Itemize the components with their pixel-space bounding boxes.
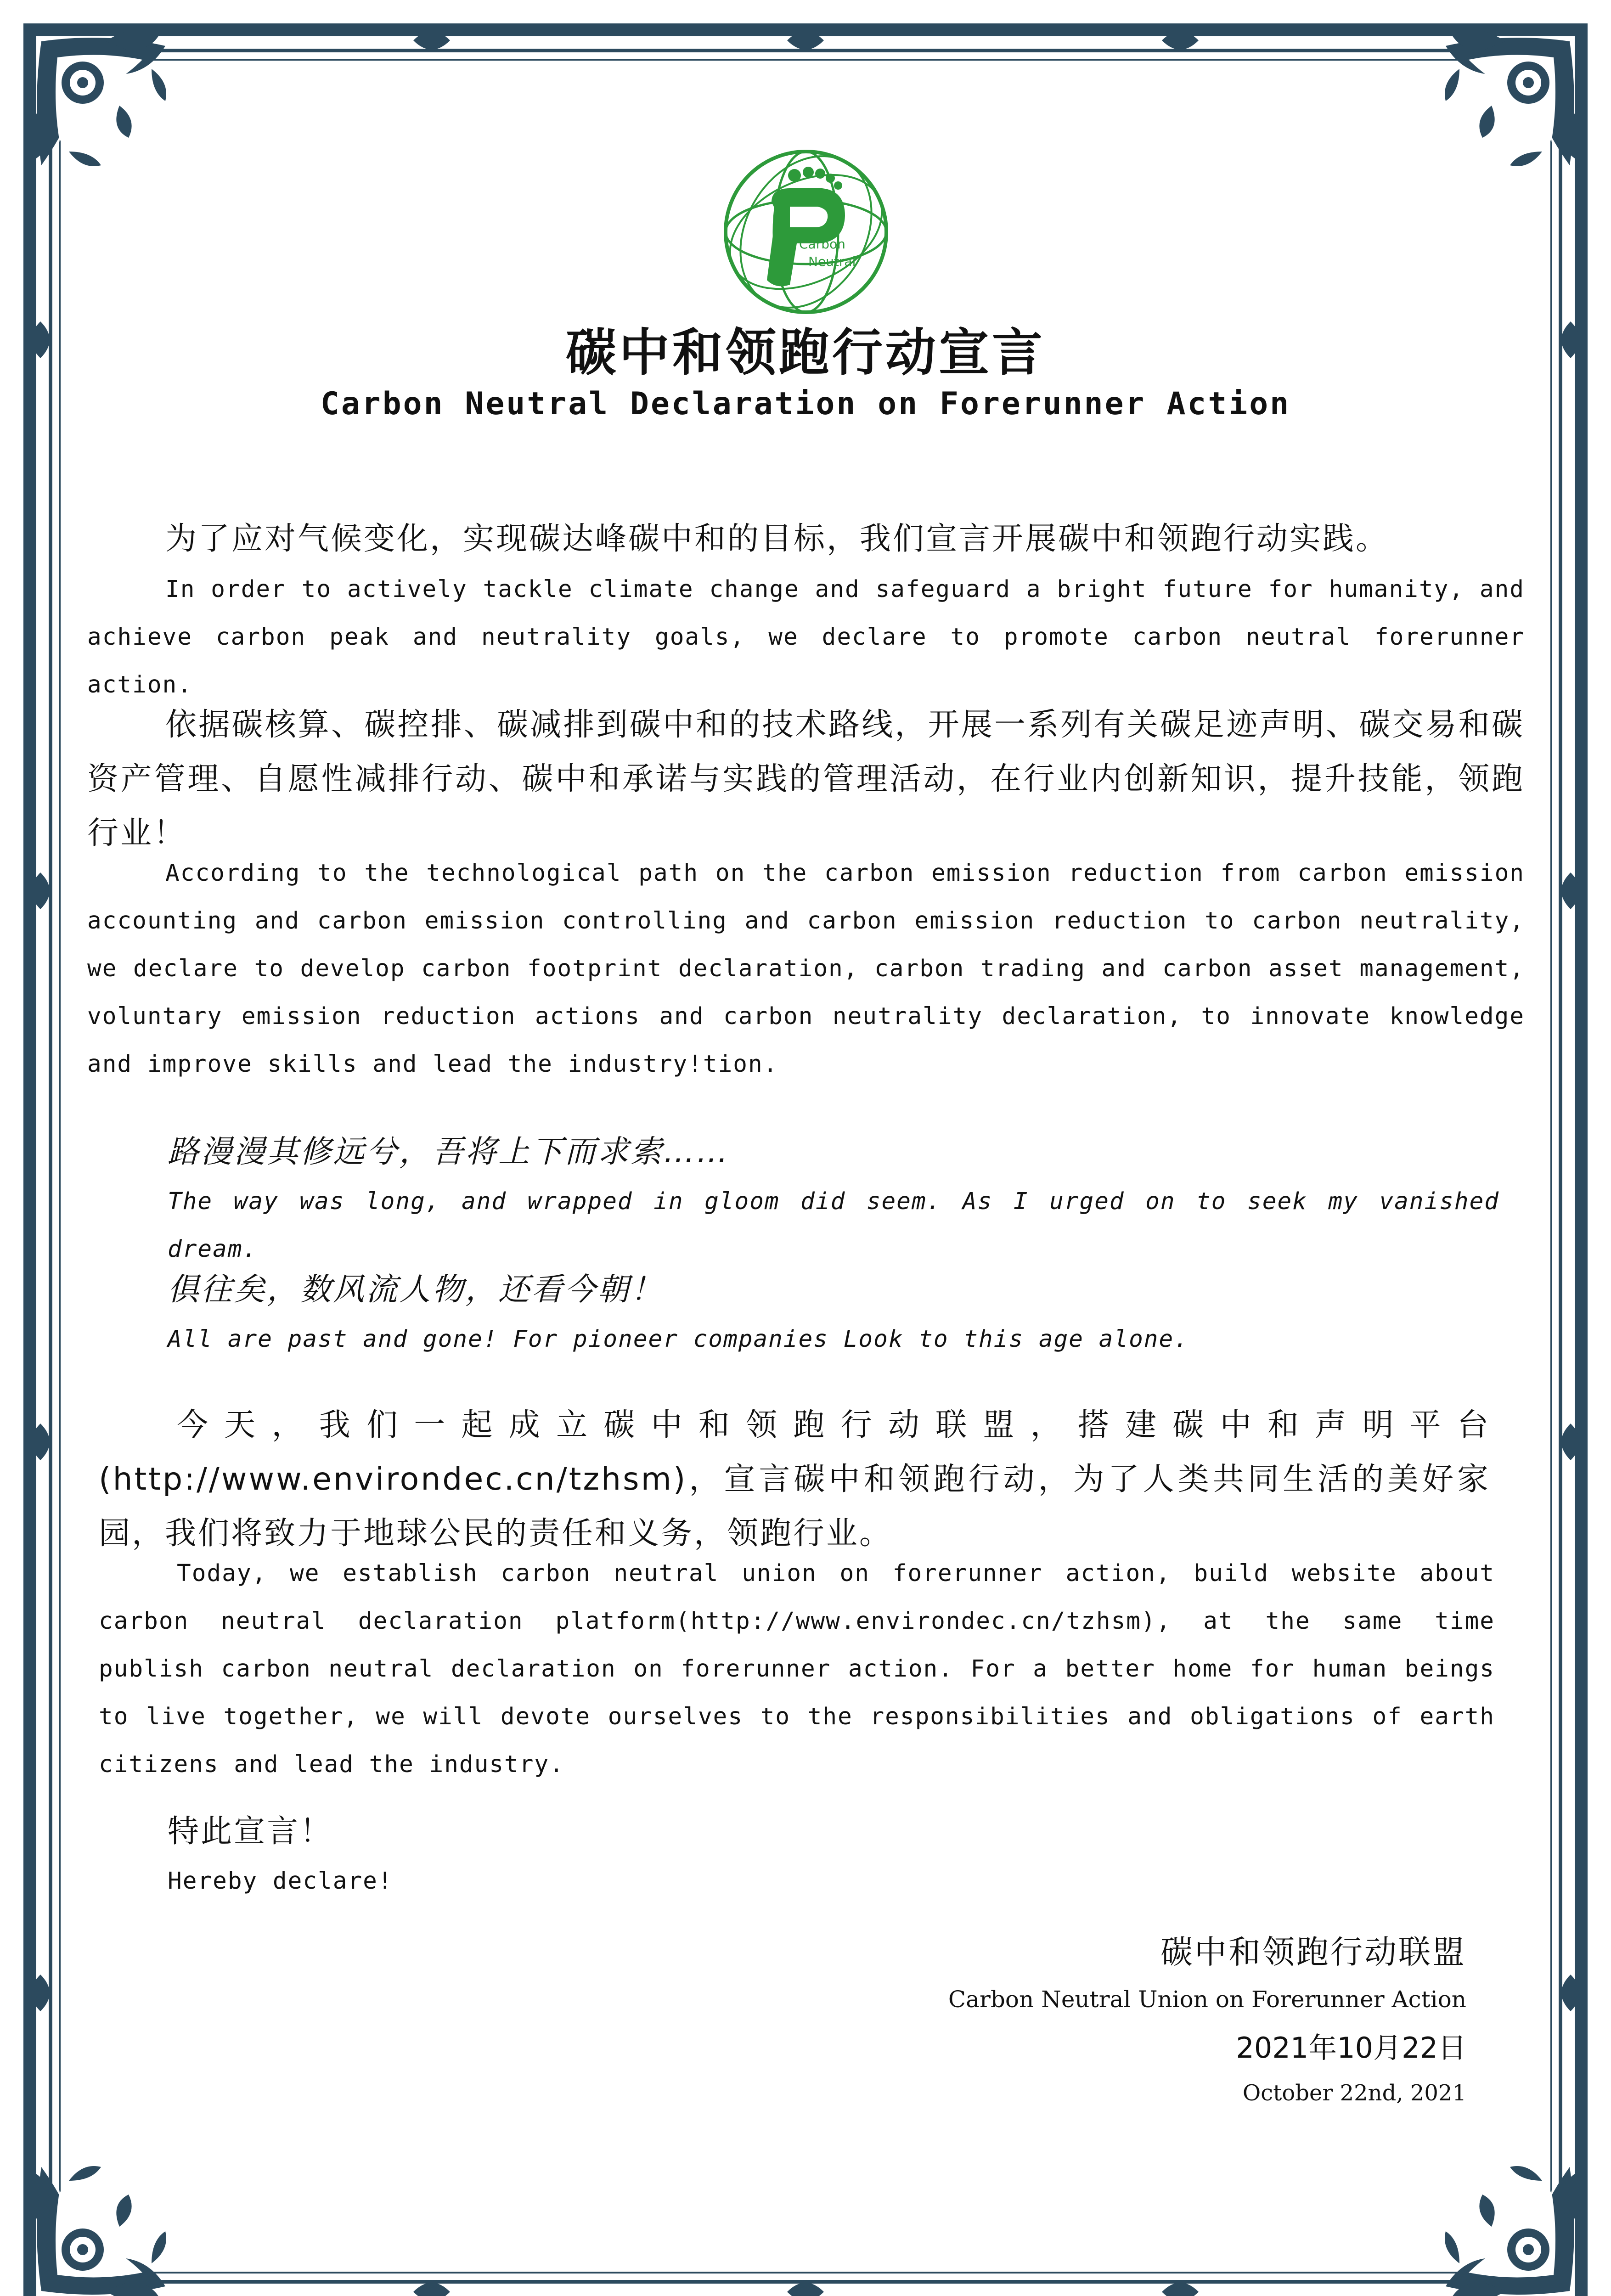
- globe-footprint-icon: [721, 147, 891, 317]
- paragraph-2-english: According to the technological path on the carbon emission reduction from carbon emission accounting and carbon emission controlling and carbon emission reduction to carbon neutrality, we declare to develop carbon footprint declaration, carbon trading and carbon asset management, voluntary emission reduction actions and carbon neutrality declaration, to innovate knowledge and improve skills and lead the industry!tion.: [87, 860, 1525, 1078]
- title-english: Carbon Neutral Declaration on Forerunner Action: [320, 386, 1291, 422]
- signature-date-english: October 22nd, 2021: [1242, 2080, 1466, 2106]
- title-chinese: 碳中和领跑行动宣言: [566, 323, 1045, 382]
- paragraph-5-english: Today, we establish carbon neutral union on forerunner action, build website about carbon neutral declaration platform(http://www.environdec.cn/tzhsm), at the same time publish carbon neutral declaration on forerunner action. For a better home for human beings to live together, we will devote ourselves to the responsibilities and obligations of earth citizens and lead the industry.: [99, 1560, 1495, 1778]
- paragraph-2-chinese: 依据碳核算、碳控排、碳减排到碳中和的技术路线，开展一系列有关碳足迹声明、碳交易和碳资产管理、自愿性减排行动、碳中和承诺与实践的管理活动，在行业内创新知识，提升技能，领跑行业！: [87, 707, 1525, 851]
- logo-text-carbon: Carbon: [799, 236, 845, 252]
- paragraph-3-chinese: 路漫漫其修远兮，吾将上下而求索……: [168, 1134, 730, 1170]
- logo-text-neutral: Neutral: [808, 254, 856, 269]
- paragraph-3-english: The way was long, and wrapped in gloom did seem. As I urged on to seek my vanished dream.: [168, 1188, 1499, 1263]
- paragraph-5-chinese: 今天，我们一起成立碳中和领跑行动联盟，搭建碳中和声明平台(http://www.environdec.cn/tzhsm)，宣言碳中和领跑行动，为了人类共同生活的美好家园，我们将致力于地球公民的责任和义务，领跑行业。: [99, 1407, 1490, 1552]
- signature-org-english: Carbon Neutral Union on Forerunner Action: [948, 1986, 1466, 2013]
- paragraph-1-chinese: 为了应对气候变化，实现碳达峰碳中和的目标，我们宣言开展碳中和领跑行动实践。: [165, 521, 1389, 557]
- paragraph-4-chinese: 俱往矣，数风流人物，还看今朝！: [168, 1272, 664, 1308]
- carbon-neutral-logo: [721, 147, 891, 317]
- signature-date-chinese: 2021年10月22日: [1236, 2031, 1466, 2065]
- signature-org-chinese: 碳中和领跑行动联盟: [1160, 1933, 1466, 1971]
- declaration-closing-chinese: 特此宣言！: [168, 1813, 333, 1850]
- paragraph-1-english: In order to actively tackle climate change and safeguard a bright future for humanity, and achieve carbon peak and neutrality goals, we declare to promote carbon neutral forerunner action.: [87, 576, 1525, 698]
- paragraph-4-english: All are past and gone! For pioneer companies Look to this age alone.: [168, 1326, 1189, 1353]
- declaration-closing-english: Hereby declare!: [168, 1868, 393, 1895]
